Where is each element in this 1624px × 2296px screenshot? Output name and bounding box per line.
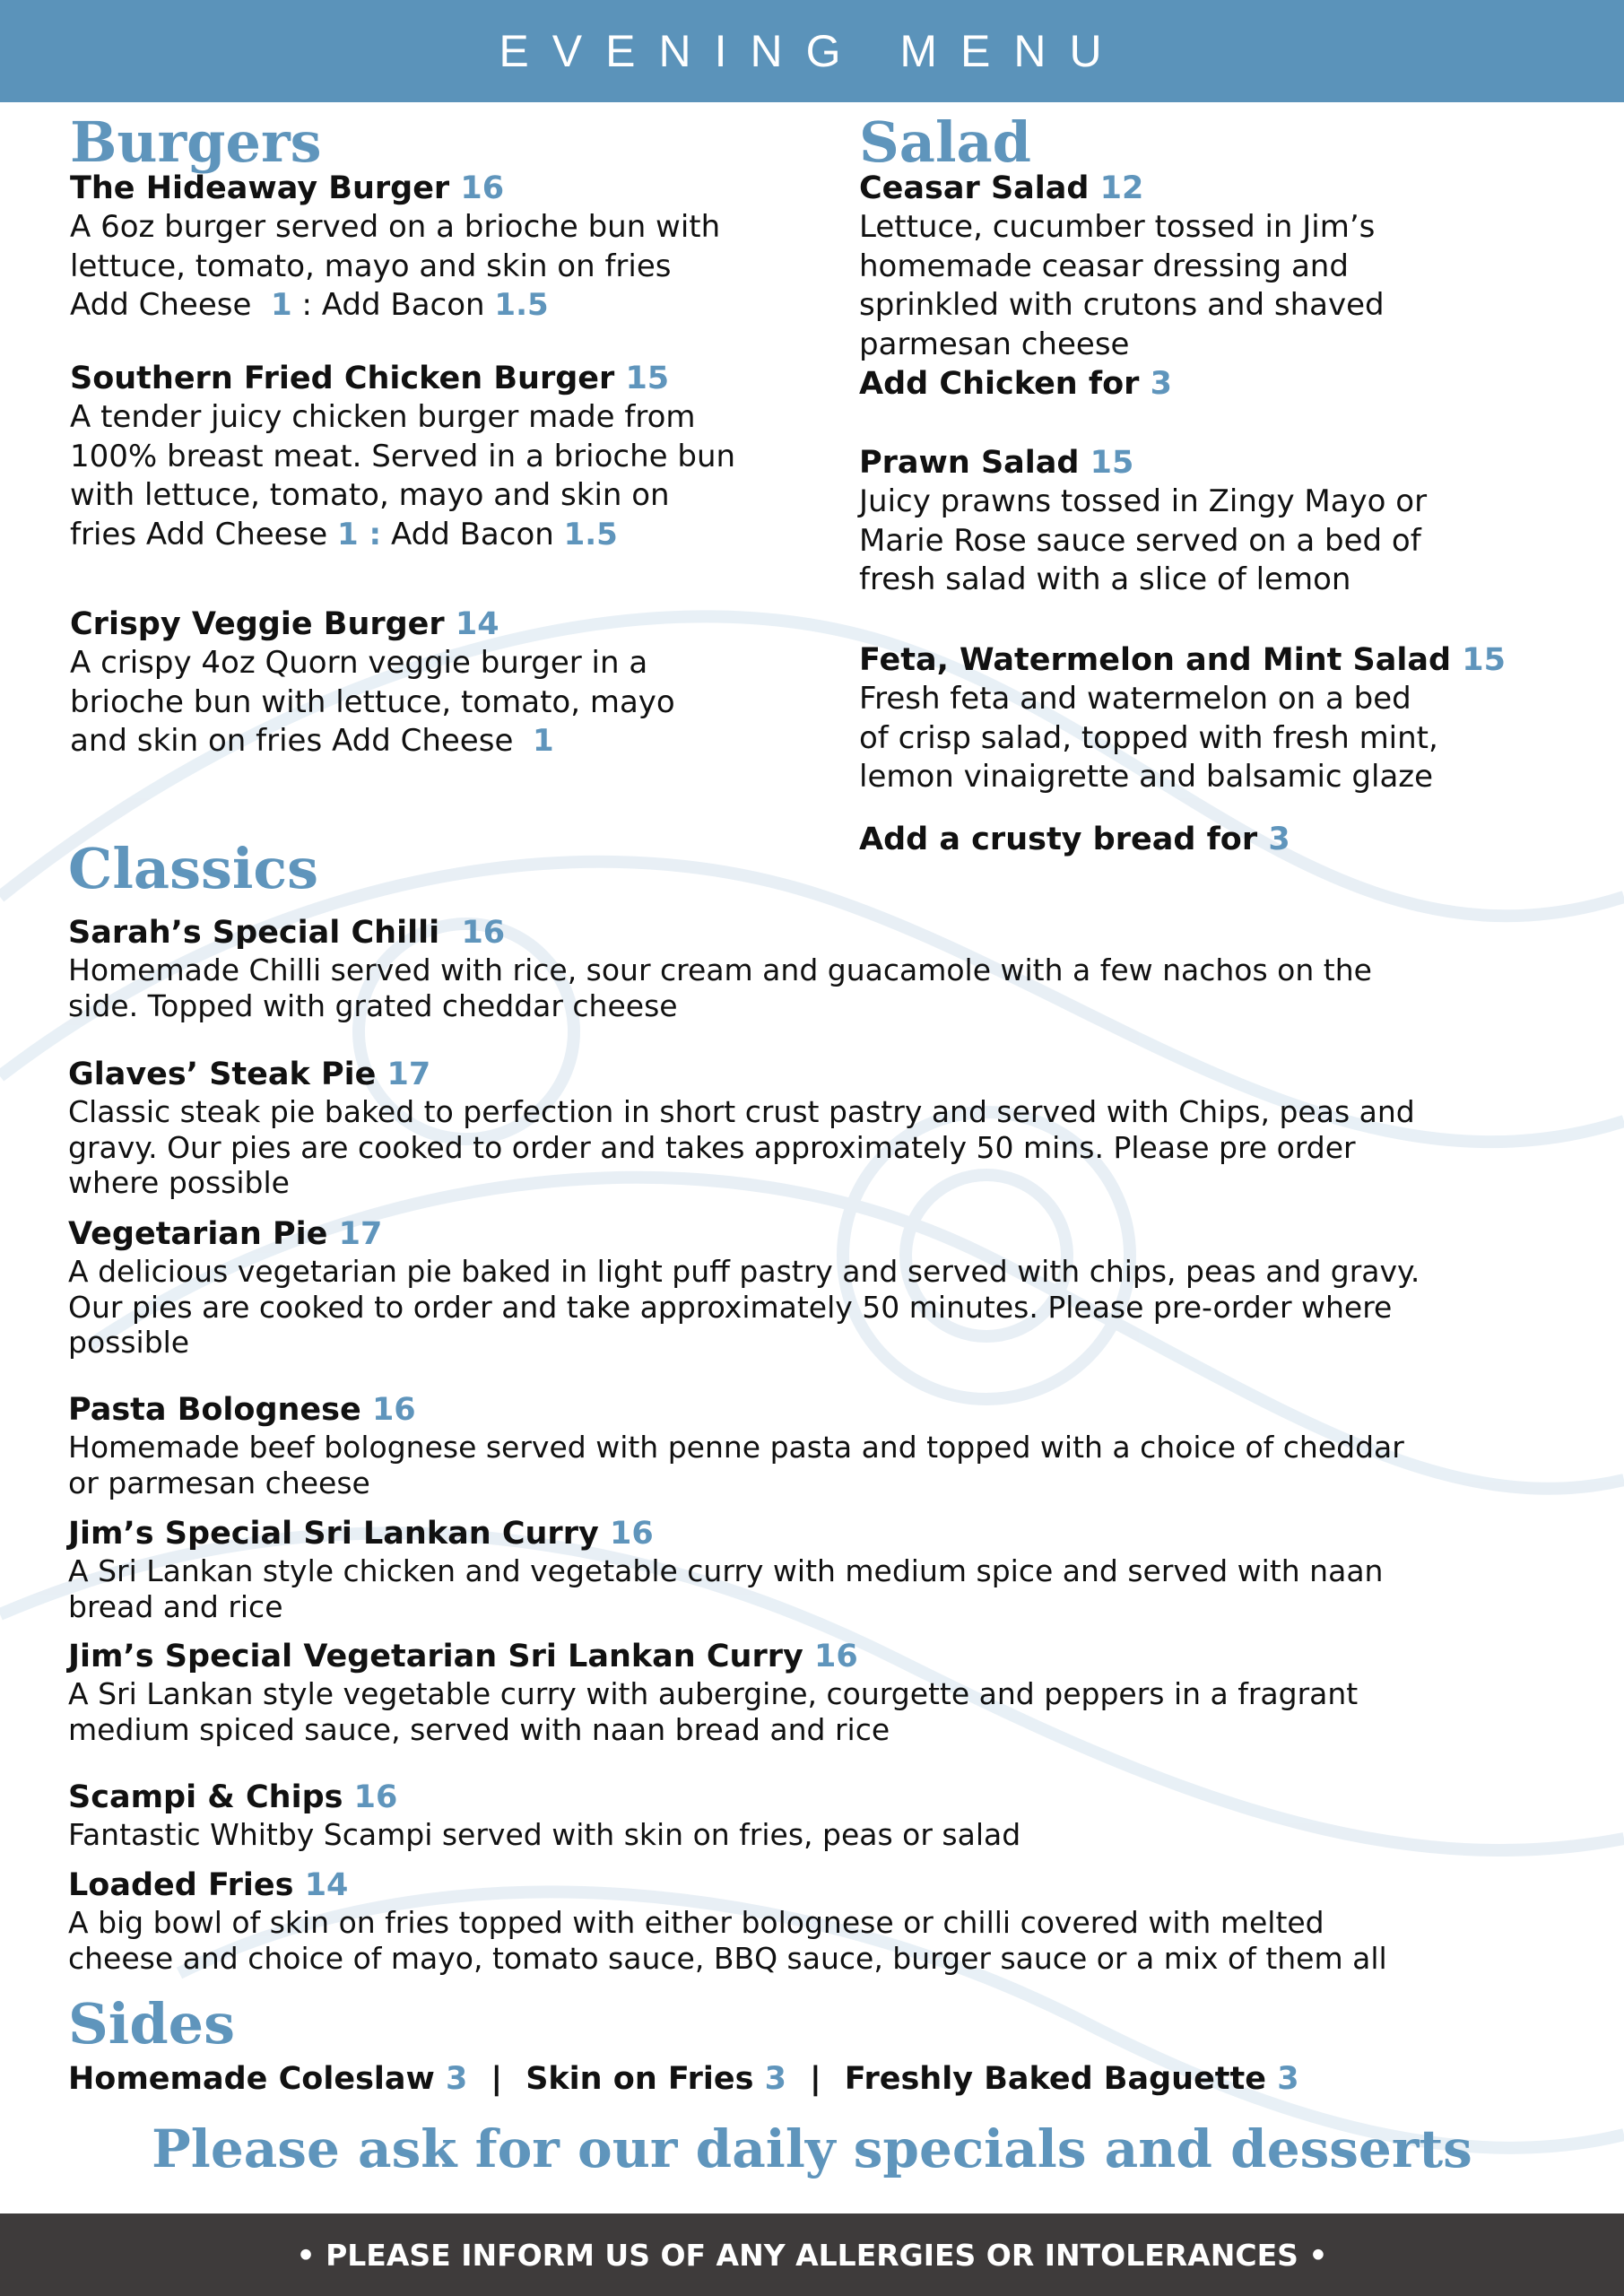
item-name: Feta, Watermelon and Mint Salad [859,642,1452,678]
item-name: Vegetarian Pie [68,1216,328,1252]
item-name: Jim’s Special Vegetarian Sri Lankan Curry [68,1639,803,1674]
item-description: with lettuce, tomato, mayo and skin on [70,477,670,513]
item-description: bread and rice [68,1588,283,1624]
side-item-name: Freshly Baked Baguette [844,2061,1267,2097]
item-extras: and skin on fries Add Cheese 1 [70,723,554,759]
item-description: 100% breast meat. Served in a brioche bun [70,438,736,474]
bread-addon: Add a crusty bread for 3 [859,822,1290,857]
item-name: Crispy Veggie Burger [70,606,445,642]
item-description: medium spiced sauce, served with naan bread and rice [68,1711,890,1747]
menu-title: EVENING MENU [499,26,1125,76]
item-name: Sarah’s Special Chilli [68,915,440,951]
menu-item [859,640,1594,797]
item-description: lettuce, tomato, mayo and skin on fries [70,248,672,284]
item-price: 16 [609,1516,654,1552]
item-description: of crisp salad, topped with fresh mint, [859,719,1438,756]
item-name: Prawn Salad [859,445,1080,481]
item-description: possible [68,1325,190,1360]
menu-item [70,604,805,761]
item-description: A Sri Lankan style chicken and vegetable curry with medium spice and served with naan [68,1553,1384,1588]
item-description: A big bowl of skin on fries topped with either bolognese or chilli covered with melted [68,1905,1324,1940]
sides-list [68,2061,1299,2097]
separator: | [809,2061,821,2097]
item-description: Homemade Chilli served with rice, sour cream and guacamole with a few nachos on the [68,952,1372,987]
allergy-footer-bar [0,2213,1624,2296]
item-description: A 6oz burger served on a brioche bun with [70,209,721,245]
item-price: 14 [455,606,499,642]
item-description: where possible [68,1165,290,1200]
item-price: 16 [814,1639,858,1674]
menu-item [68,1055,1593,1201]
item-price: 16 [461,915,506,951]
side-item-name: Skin on Fries [525,2061,754,2097]
item-description: A crispy 4oz Quorn veggie burger in a [70,645,648,681]
menu-item [68,1390,1593,1500]
menu-item [68,1637,1593,1747]
item-description: or parmesan cheese [68,1465,370,1500]
item-price: 15 [1090,445,1134,481]
side-item-name: Homemade Coleslaw [68,2061,435,2097]
item-description: lemon vinaigrette and balsamic glaze [859,759,1434,795]
item-price: 16 [371,1392,416,1428]
side-item-price: 3 [1277,2061,1299,2097]
item-description: Juicy prawns tossed in Zingy Mayo or [859,483,1428,519]
item-description: Classic steak pie baked to perfection in short crust pastry and served with Chips, peas and [68,1094,1415,1129]
allergy-notice: • PLEASE INFORM US OF ANY ALLERGIES OR INTOLERANCES • [296,2237,1328,2273]
menu-item [859,443,1594,600]
item-name: Pasta Bolognese [68,1392,361,1428]
item-price: 16 [460,170,505,206]
burgers-heading: Burgers [70,109,322,175]
item-description: fresh salad with a slice of lemon [859,561,1351,597]
item-price: 12 [1099,170,1144,206]
item-price: 17 [386,1057,431,1092]
item-price: 16 [353,1779,398,1815]
item-description: homemade ceasar dressing and [859,248,1349,284]
item-description: A delicious vegetarian pie baked in light puff pastry and served with chips, peas and gravy. [68,1254,1420,1289]
menu-item [70,169,805,326]
side-item-price: 3 [446,2061,468,2097]
item-name: Jim’s Special Sri Lankan Curry [68,1516,599,1552]
item-description: gravy. Our pies are cooked to order and takes approximately 50 mins. Please pre order [68,1129,1356,1165]
item-name: Ceasar Salad [859,170,1090,206]
menu-item [70,359,805,554]
item-price: 15 [1462,642,1506,678]
side-item-price: 3 [764,2061,786,2097]
item-description: sprinkled with crutons and shaved [859,287,1385,323]
menu-item [68,1514,1593,1624]
item-extras: Add Cheese 1 : Add Bacon 1.5 [70,287,549,323]
menu-header-bar [0,0,1624,102]
item-description: A Sri Lankan style vegetable curry with aubergine, courgette and peppers in a fragrant [68,1676,1359,1711]
item-description: Homemade beef bolognese served with penne pasta and topped with a choice of cheddar [68,1430,1404,1465]
separator: | [491,2061,503,2097]
item-name: Loaded Fries [68,1867,294,1903]
specials-note: Please ask for our daily specials and desserts [152,2118,1472,2179]
item-description: Marie Rose sauce served on a bed of [859,522,1421,559]
item-description: Our pies are cooked to order and take approximately 50 minutes. Please pre-order where [68,1289,1393,1325]
item-price: 15 [625,361,670,396]
item-name: Southern Fried Chicken Burger [70,361,615,396]
item-name: Glaves’ Steak Pie [68,1057,377,1092]
sides-heading: Sides [68,1991,236,2057]
item-description: Fresh feta and watermelon on a bed [859,681,1411,717]
classics-heading: Classics [68,836,319,901]
item-description: cheese and choice of mayo, tomato sauce, BBQ sauce, burger sauce or a mix of them all [68,1940,1387,1976]
menu-item [68,1214,1593,1361]
item-price: 17 [338,1216,383,1252]
item-description: parmesan cheese [859,326,1130,362]
item-name: The Hideaway Burger [70,170,450,206]
item-description: side. Topped with grated cheddar cheese [68,987,678,1023]
item-description: Lettuce, cucumber tossed in Jim’s [859,209,1376,245]
item-description: Fantastic Whitby Scampi served with skin on fries, peas or salad [68,1817,1021,1852]
item-description: brioche bun with lettuce, tomato, mayo [70,683,675,720]
salad-heading: Salad [859,109,1032,175]
item-description: A tender juicy chicken burger made from [70,399,696,435]
item-extras: fries Add Cheese 1 : Add Bacon 1.5 [70,516,618,552]
menu-item [859,169,1594,404]
item-addon: Add Chicken for 3 [859,366,1172,402]
item-price: 14 [304,1867,349,1903]
menu-item [68,1866,1593,1976]
item-name: Scampi & Chips [68,1779,343,1815]
menu-item [68,913,1593,1023]
menu-item [68,1778,1593,1853]
